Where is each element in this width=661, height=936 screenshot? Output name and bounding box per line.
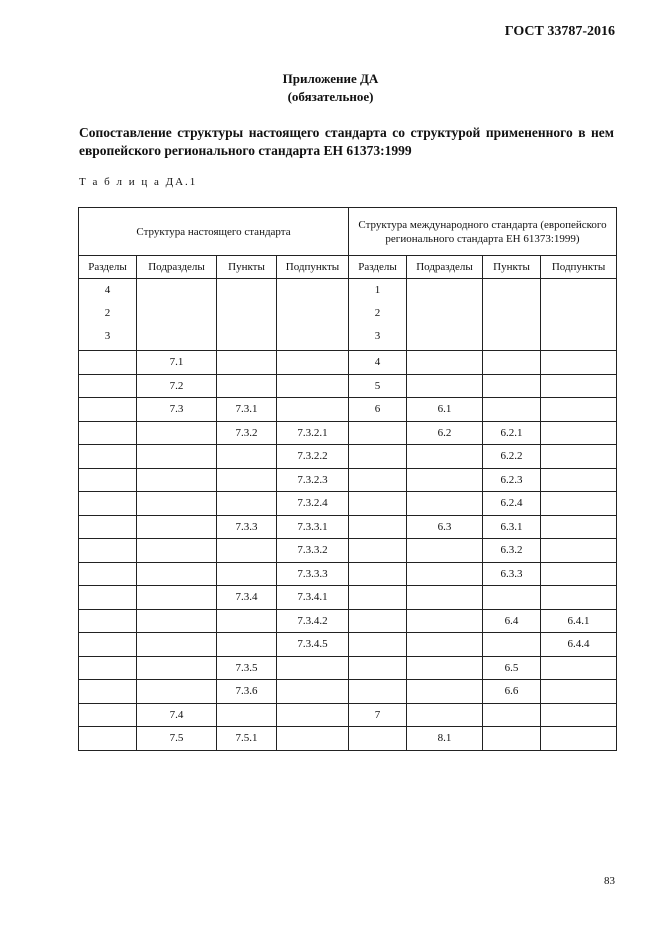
table-cell: 6.2.4 bbox=[483, 492, 541, 516]
table-cell: 6.5 bbox=[483, 656, 541, 680]
column-header: Подразделы bbox=[407, 256, 483, 279]
table-cell: 6.3 bbox=[407, 515, 483, 539]
table-cell: 7.3.3.2 bbox=[277, 539, 349, 563]
table-cell bbox=[541, 586, 617, 610]
table-cell: 6 bbox=[349, 398, 407, 422]
table-cell bbox=[349, 445, 407, 469]
table-cell: 7.5 bbox=[137, 727, 217, 751]
table-cell bbox=[541, 398, 617, 422]
table-cell bbox=[79, 633, 137, 657]
table-cell: 6.3.2 bbox=[483, 539, 541, 563]
table-cell bbox=[79, 680, 137, 704]
column-header: Подразделы bbox=[137, 256, 217, 279]
table-row bbox=[79, 515, 617, 539]
table-row-first bbox=[79, 279, 617, 351]
table-cell: 7.3.2 bbox=[217, 421, 277, 445]
table-cell bbox=[407, 609, 483, 633]
table-cell bbox=[79, 562, 137, 586]
table-cell bbox=[407, 633, 483, 657]
table-cell: 4 bbox=[349, 351, 407, 375]
table-cell bbox=[277, 703, 349, 727]
table-cell bbox=[217, 633, 277, 657]
table-cell: 7.4 bbox=[137, 703, 217, 727]
table-cell: 7.3 bbox=[137, 398, 217, 422]
table-cell: 7.5.1 bbox=[217, 727, 277, 751]
table-cell bbox=[137, 515, 217, 539]
table-cell: 6.4 bbox=[483, 609, 541, 633]
table-cell: 7.3.4.1 bbox=[277, 586, 349, 610]
table-cell: 6.4.4 bbox=[541, 633, 617, 657]
section-value: 1 bbox=[374, 284, 381, 296]
table-cell bbox=[137, 468, 217, 492]
table-cell bbox=[217, 703, 277, 727]
table-cell: 8.1 bbox=[407, 727, 483, 751]
column-header: Пункты bbox=[217, 256, 277, 279]
table-cell: 7.3.6 bbox=[217, 680, 277, 704]
table-row bbox=[79, 351, 617, 375]
table-cell bbox=[79, 727, 137, 751]
table-cell bbox=[137, 633, 217, 657]
group-header-this-standard: Структура настоящего стандарта bbox=[79, 208, 349, 256]
table-cell bbox=[277, 279, 349, 351]
table-cell bbox=[541, 539, 617, 563]
table-cell bbox=[483, 398, 541, 422]
table-cell bbox=[79, 586, 137, 610]
document-code: ГОСТ 33787-2016 bbox=[504, 24, 615, 39]
table-cell bbox=[277, 374, 349, 398]
table-cell bbox=[407, 374, 483, 398]
table-cell bbox=[407, 468, 483, 492]
column-header: Подпункты bbox=[277, 256, 349, 279]
section-heading: Сопоставление структуры настоящего стандарта со структурой примененного в нем европейского регионального стандарта ЕН 61373:1999 bbox=[79, 125, 614, 158]
table-cell bbox=[349, 515, 407, 539]
table-cell bbox=[217, 445, 277, 469]
table-cell bbox=[137, 279, 217, 351]
table-group-header-row bbox=[79, 208, 617, 256]
table-cell bbox=[541, 656, 617, 680]
table-row bbox=[79, 680, 617, 704]
table-cell: 7.3.3.1 bbox=[277, 515, 349, 539]
table-cell bbox=[217, 562, 277, 586]
table-cell bbox=[349, 562, 407, 586]
table-cell bbox=[541, 351, 617, 375]
table-cell bbox=[79, 539, 137, 563]
table-cell bbox=[79, 398, 137, 422]
table-cell bbox=[541, 680, 617, 704]
table-cell bbox=[217, 279, 277, 351]
table-cell bbox=[407, 656, 483, 680]
table-cell bbox=[407, 703, 483, 727]
table-cell bbox=[541, 374, 617, 398]
table-cell bbox=[349, 680, 407, 704]
table-cell bbox=[277, 656, 349, 680]
table-cell bbox=[483, 586, 541, 610]
section-value: 3 bbox=[374, 330, 381, 342]
table-cell bbox=[349, 609, 407, 633]
table-cell: 7.3.2.2 bbox=[277, 445, 349, 469]
table-cell bbox=[407, 445, 483, 469]
table-cell: 7 bbox=[349, 703, 407, 727]
table-cell bbox=[407, 351, 483, 375]
table-cell: 6.3.1 bbox=[483, 515, 541, 539]
table-cell: 6.1 bbox=[407, 398, 483, 422]
table-cell bbox=[137, 445, 217, 469]
column-header: Разделы bbox=[349, 256, 407, 279]
table-cell: 7.3.1 bbox=[217, 398, 277, 422]
table-cell bbox=[349, 656, 407, 680]
table-cell bbox=[349, 492, 407, 516]
table-row bbox=[79, 539, 617, 563]
table-cell: 7.3.5 bbox=[217, 656, 277, 680]
table-cell bbox=[349, 421, 407, 445]
table-cell bbox=[407, 586, 483, 610]
table-cell bbox=[217, 539, 277, 563]
column-header: Разделы bbox=[79, 256, 137, 279]
table-cell bbox=[407, 492, 483, 516]
table-cell bbox=[483, 727, 541, 751]
table-cell: 7.3.4.2 bbox=[277, 609, 349, 633]
table-cell: 7.2 bbox=[137, 374, 217, 398]
structure-comparison-table bbox=[78, 207, 617, 751]
table-column-header-row bbox=[79, 256, 617, 279]
table-cell bbox=[483, 351, 541, 375]
table-cell bbox=[217, 374, 277, 398]
table-cell bbox=[407, 279, 483, 351]
table-cell bbox=[349, 468, 407, 492]
table-cell bbox=[137, 680, 217, 704]
table-cell: 5 bbox=[349, 374, 407, 398]
section-value: 2 bbox=[104, 307, 111, 319]
table-cell: 7.3.3.3 bbox=[277, 562, 349, 586]
table-cell bbox=[349, 633, 407, 657]
table-cell bbox=[217, 492, 277, 516]
table-cell: 7.3.4 bbox=[217, 586, 277, 610]
table-cell: 7.1 bbox=[137, 351, 217, 375]
page-number: 83 bbox=[604, 875, 615, 887]
table-cell: 6.3.3 bbox=[483, 562, 541, 586]
table-cell bbox=[407, 539, 483, 563]
section-value: 2 bbox=[374, 307, 381, 319]
table-cell bbox=[541, 279, 617, 351]
table-cell: 7.3.2.4 bbox=[277, 492, 349, 516]
table-row bbox=[79, 445, 617, 469]
table-cell bbox=[483, 374, 541, 398]
table-cell: 6.4.1 bbox=[541, 609, 617, 633]
table-cell bbox=[217, 351, 277, 375]
table-cell bbox=[79, 656, 137, 680]
table-row bbox=[79, 421, 617, 445]
table-cell bbox=[483, 703, 541, 727]
table-cell: 6.2 bbox=[407, 421, 483, 445]
table-cell bbox=[349, 539, 407, 563]
table-cell bbox=[541, 421, 617, 445]
table-row bbox=[79, 468, 617, 492]
table-row bbox=[79, 586, 617, 610]
table-row bbox=[79, 374, 617, 398]
table-cell bbox=[79, 445, 137, 469]
table-cell bbox=[217, 609, 277, 633]
table-caption: Т а б л и ц а ДА.1 bbox=[79, 176, 198, 188]
table-cell bbox=[349, 727, 407, 751]
table-cell bbox=[277, 351, 349, 375]
table-cell bbox=[217, 468, 277, 492]
table-cell bbox=[79, 609, 137, 633]
table-cell bbox=[541, 562, 617, 586]
column-header: Подпункты bbox=[541, 256, 617, 279]
table-cell bbox=[407, 562, 483, 586]
table-cell: 7.3.2.1 bbox=[277, 421, 349, 445]
table-cell bbox=[349, 586, 407, 610]
table-row bbox=[79, 703, 617, 727]
table-cell: 6.2.2 bbox=[483, 445, 541, 469]
table-cell bbox=[483, 279, 541, 351]
group-header-international-standard: Структура международного стандарта (европейского регионального стандарта ЕН 61373:1999) bbox=[349, 208, 617, 256]
table-cell bbox=[137, 562, 217, 586]
appendix-title: Приложение ДА bbox=[282, 71, 379, 86]
table-row bbox=[79, 727, 617, 751]
table-row bbox=[79, 562, 617, 586]
table-row bbox=[79, 633, 617, 657]
table-cell bbox=[79, 515, 137, 539]
table-cell: 6.6 bbox=[483, 680, 541, 704]
table-row bbox=[79, 492, 617, 516]
table-row bbox=[79, 609, 617, 633]
table-cell bbox=[541, 492, 617, 516]
table-cell: 7.3.3 bbox=[217, 515, 277, 539]
table-cell bbox=[137, 586, 217, 610]
table-row bbox=[79, 656, 617, 680]
section-value: 4 bbox=[104, 284, 111, 296]
column-header: Пункты bbox=[483, 256, 541, 279]
appendix-title-block bbox=[0, 70, 661, 106]
table-cell bbox=[137, 492, 217, 516]
table-cell bbox=[79, 421, 137, 445]
table-cell bbox=[541, 703, 617, 727]
table-cell bbox=[541, 468, 617, 492]
table-cell bbox=[277, 398, 349, 422]
table-cell bbox=[541, 445, 617, 469]
table-cell bbox=[483, 633, 541, 657]
table-cell bbox=[79, 351, 137, 375]
table-cell bbox=[277, 727, 349, 751]
table-row bbox=[79, 398, 617, 422]
table-cell-right-sections bbox=[349, 279, 407, 351]
table-cell bbox=[137, 609, 217, 633]
table-cell: 7.3.4.5 bbox=[277, 633, 349, 657]
table-cell: 7.3.2.3 bbox=[277, 468, 349, 492]
table-cell bbox=[79, 492, 137, 516]
table-cell: 6.2.3 bbox=[483, 468, 541, 492]
table-cell bbox=[277, 680, 349, 704]
table-cell-left-sections bbox=[79, 279, 137, 351]
table-cell bbox=[541, 515, 617, 539]
table-cell bbox=[79, 374, 137, 398]
table-cell bbox=[137, 421, 217, 445]
table-cell bbox=[79, 703, 137, 727]
table-cell bbox=[137, 656, 217, 680]
table-cell bbox=[79, 468, 137, 492]
table-cell bbox=[541, 727, 617, 751]
appendix-subtitle: (обязательное) bbox=[287, 89, 374, 104]
table-cell: 6.2.1 bbox=[483, 421, 541, 445]
table-cell bbox=[137, 539, 217, 563]
table-cell bbox=[407, 680, 483, 704]
section-value: 3 bbox=[104, 330, 111, 342]
